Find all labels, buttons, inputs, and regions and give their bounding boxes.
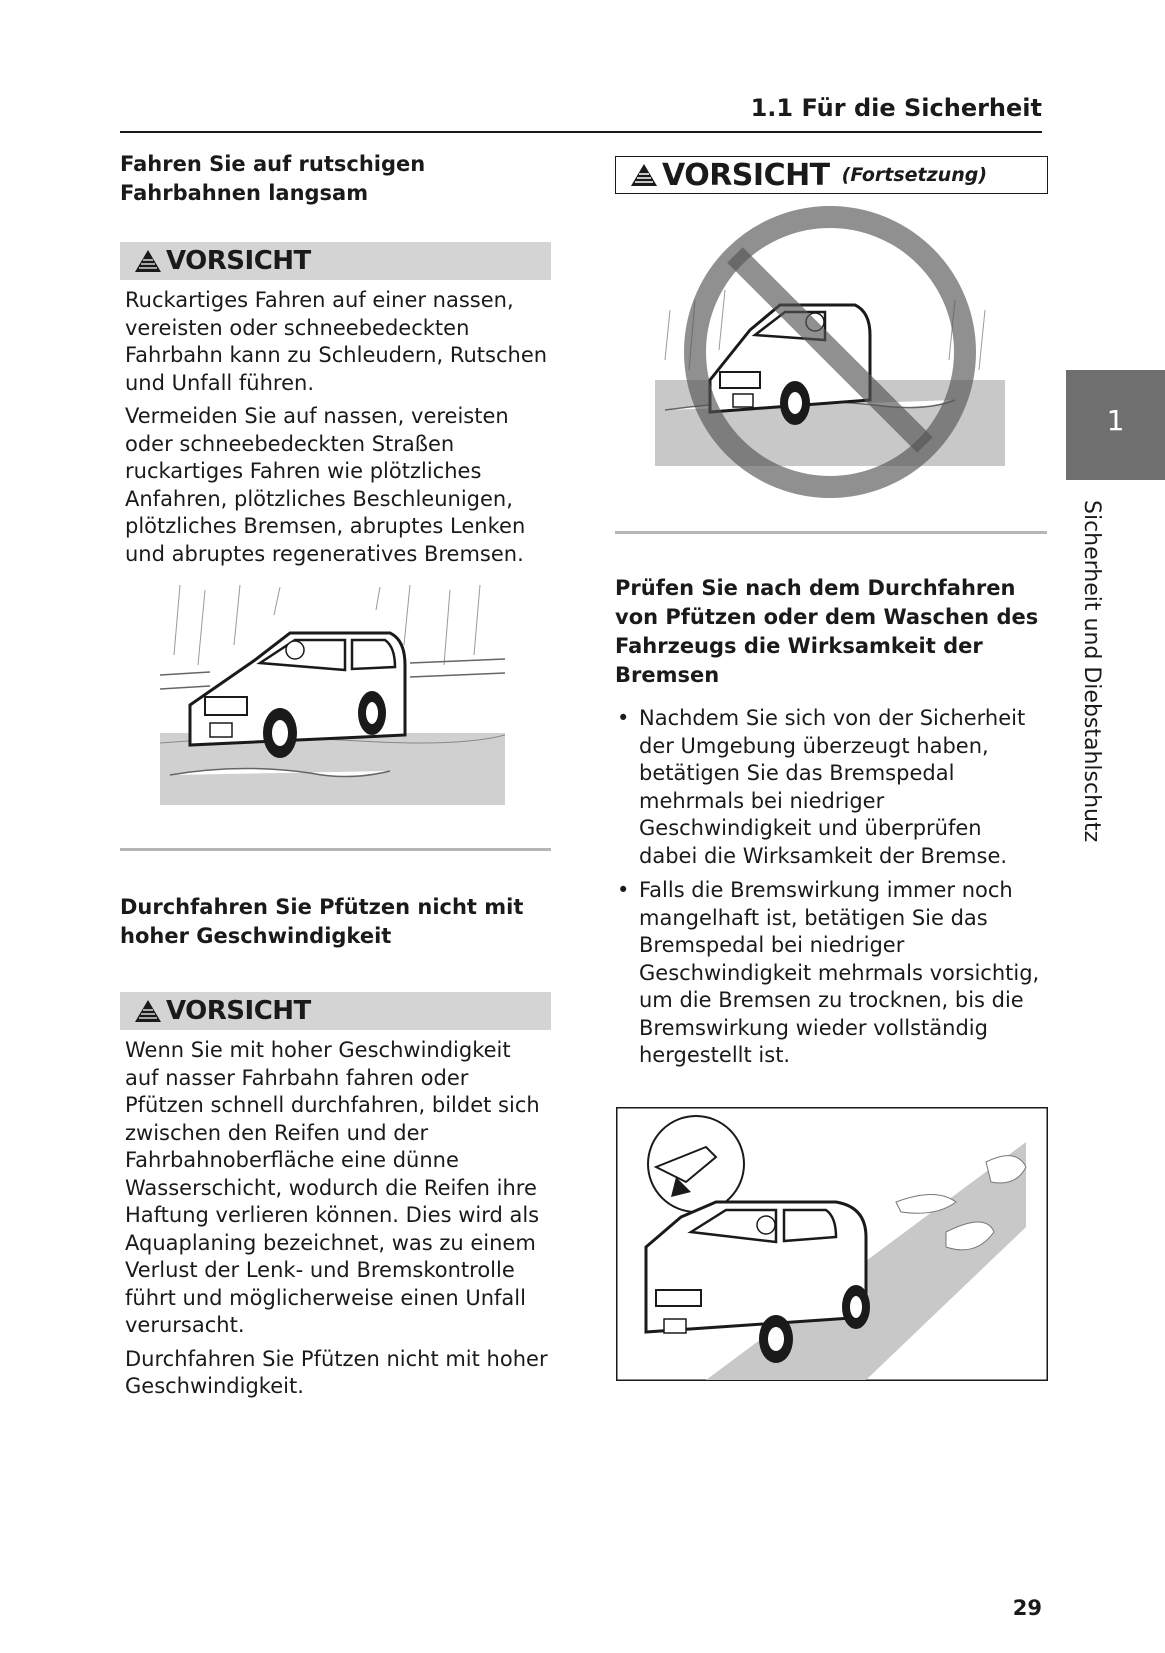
continuation-label: (Fortsetzung) xyxy=(841,164,988,186)
caution-paragraph: Ruckartiges Fahren auf einer nassen, vereisten oder schneebedeckten Fahrbahn kann zu Schleudern, Rutschen und Unfall führen. xyxy=(125,288,548,395)
section-heading-brakes: Prüfen Sie nach dem Durchfahren von Pfützen oder dem Waschen des Fahrzeugs die Wirksamkeit der Bremsen xyxy=(615,576,1039,687)
caution-text-2 xyxy=(125,1037,550,1407)
warning-triangle-icon xyxy=(630,163,658,187)
list-item: • Nachdem Sie sich von der Sicherheit der Umgebung überzeugt haben, betätigen Sie das Bremspedal mehrmals bei niedriger Geschwindigkeit und überprüfen dabei die Wirksamkeit der Bremse. xyxy=(617,706,1026,868)
caution-bar-1 xyxy=(120,242,551,280)
section-title: 1.1 Für die Sicherheit xyxy=(750,94,1042,122)
warning-triangle-icon xyxy=(134,999,162,1023)
section-heading-puddles: Durchfahren Sie Pfützen nicht mit hoher Geschwindigkeit xyxy=(120,895,524,948)
rain-car-illustration xyxy=(160,585,505,805)
caution-box-continued xyxy=(615,156,1048,194)
section-heading-slippery: Fahren Sie auf rutschigen Fahrbahnen langsam xyxy=(120,152,426,205)
list-item: • Falls die Bremswirkung immer noch mangelhaft ist, betätigen Sie das Bremspedal bei niedriger Geschwindigkeit mehrmals vorsichtig, um die Bremsen zu trocknen, bis die Bremswirkung wieder vollständig hergestellt ist. xyxy=(617,878,1040,1067)
caution-bar-2 xyxy=(120,992,551,1030)
chapter-title-vertical xyxy=(1079,500,1104,850)
brake-check-list xyxy=(615,705,1045,1077)
warning-triangle-icon xyxy=(134,249,162,273)
caution-text-1 xyxy=(125,287,550,574)
caution-paragraph: Vermeiden Sie auf nassen, vereisten oder schneebedeckten Straßen ruckartiges Fahren wie plötzliches Anfahren, plötzliches Beschleunigen, plötzliches Bremsen, abruptes Lenken und abruptes regeneratives Bremsen. xyxy=(125,404,526,566)
chapter-number: 1 xyxy=(1106,404,1125,437)
prohibited-speeding-puddle-illustration xyxy=(655,200,1010,500)
caution-paragraph: Durchfahren Sie Pfützen nicht mit hoher Geschwindigkeit. xyxy=(125,1346,548,1398)
header-rule xyxy=(120,131,1042,133)
page-number: 29 xyxy=(1012,1596,1042,1620)
braking-after-puddle-illustration xyxy=(616,1107,1048,1381)
caution-paragraph: Wenn Sie mit hoher Geschwindigkeit auf nasser Fahrbahn fahren oder Pfützen schnell durchfahren, bildet sich zwischen den Reifen und der Fahrbahnoberfläche eine dünne Wasserschicht, wodurch die Reifen ihre Haftung verlieren können. Dies wird als Aquaplaning bezeichnet, was zu einem Verlust der Lenk- und Bremskontrolle führt und möglicherweise einen Unfall verursacht. xyxy=(125,1038,540,1337)
section-divider xyxy=(615,531,1047,534)
section-divider xyxy=(120,848,551,851)
caution-label: VORSICHT xyxy=(166,996,311,1026)
chapter-title: Sicherheit und Diebstahlschutz xyxy=(1079,500,1104,843)
caution-label: VORSICHT xyxy=(166,246,311,276)
caution-label: VORSICHT xyxy=(662,157,830,193)
